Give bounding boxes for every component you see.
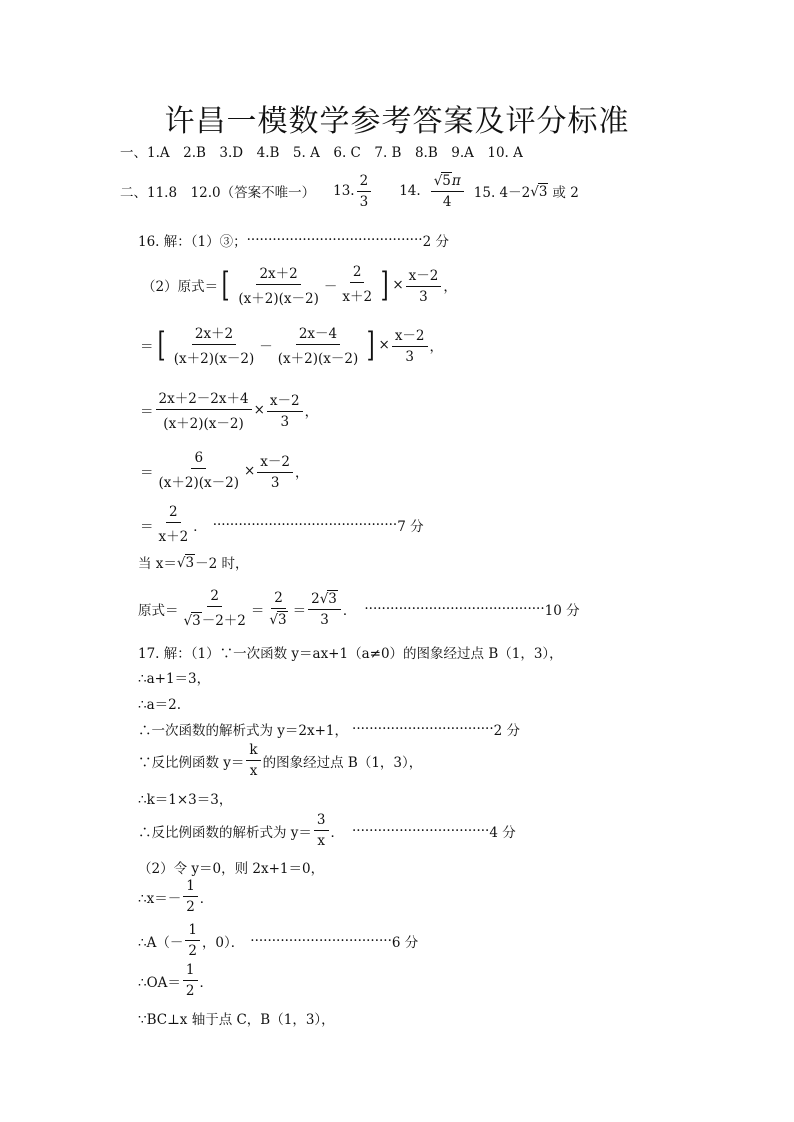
q17-line-4: ∴一次函数的解析式为 y＝2x+1， ································· 2 分 [138,721,521,739]
q17-line-1: 17. 解：（1）∵一次函数 y＝ax+1（a≠0）的图象经过点 B（1，3）， [138,646,563,662]
q17-line-12: ∵BC⊥x 轴于点 C，B（1，3）， [138,1012,335,1028]
q16-step-3: ＝ $\frac{2x+2-2x+4}{(x+2)(x-2)}$ × $\frac{x-2}{3}$ ， [140,387,318,432]
q16-step-5: ＝ $\frac{2}{x+2}$ ． ··········································· 7 分 [140,504,424,545]
q17-line-7: ∴反比例函数的解析式为 y＝ $\frac{3}{x}$ ． ································ 4 分 [138,812,516,849]
section-two-answers: 二、11.8 12.0（答案不唯一） 13. $\frac{2}{3}$ 14. $\frac{√5\pi}{4}$ 15. 4－2 √3 或 2 [120,172,579,210]
q17-line-11: ∴OA＝ $\frac{1}{2}$ ． [138,962,213,999]
q16-step-4: ＝ $\frac{6}{(x+2)(x-2)}$ × $\frac{x-2}{3}$ ， [140,450,309,491]
page-title: 许昌一模数学参考答案及评分标准 [164,104,630,139]
q16-substitution: 当 x＝ √3 －2 时， [138,554,249,572]
q17-line-2: ∴a+1＝3， [138,671,211,687]
q17-line-5: ∵反比例函数 y＝ $\frac{k}{x}$ 的图象经过点 B（1，3）， [138,742,423,779]
section-one-answers: 一、1.A 2.B 3.D 4.B 5. A 6. C 7. B 8.B 9.A 10. A [120,145,523,161]
q17-line-9: ∴x＝－ $\frac{1}{2}$ ． [138,878,214,915]
q16-step-2: ＝ [ $\frac{2x+2}{(x+2)(x-2)}$ － $\frac{2x-4}{(x+2)(x-2)}$ ] × $\frac{x-2}{3}$ ， [140,322,443,367]
q16-part1: 16. 解：（1）③； ········································· 2 分 [138,232,449,250]
q16-step-1: （2）原式＝ [ $\frac{2x+2}{(x+2)(x-2)}$ － $\frac{2}{x+2}$ ] × $\frac{x-2}{3}$ ， [142,264,457,307]
fraction: $\frac{√5\pi}{4}$ [431,172,464,210]
q17-line-3: ∴a＝2. [138,697,182,713]
q16-result: 原式＝ $\frac{2}{√3-2+2}$ ＝ $\frac{2}{√3}$ ＝ $\frac{2√3}{3}$ ． ·········································· 10 分 [138,588,580,629]
q17-line-8: （2）令 y＝0，则 2x+1＝0， [138,861,325,877]
fraction: $\frac{2}{3}$ [357,173,372,210]
q17-line-6: ∴k＝1×3＝3， [138,792,233,808]
q17-line-10: ∴A（－ $\frac{1}{2}$ ，0）． ································· 6 分 [138,922,419,959]
